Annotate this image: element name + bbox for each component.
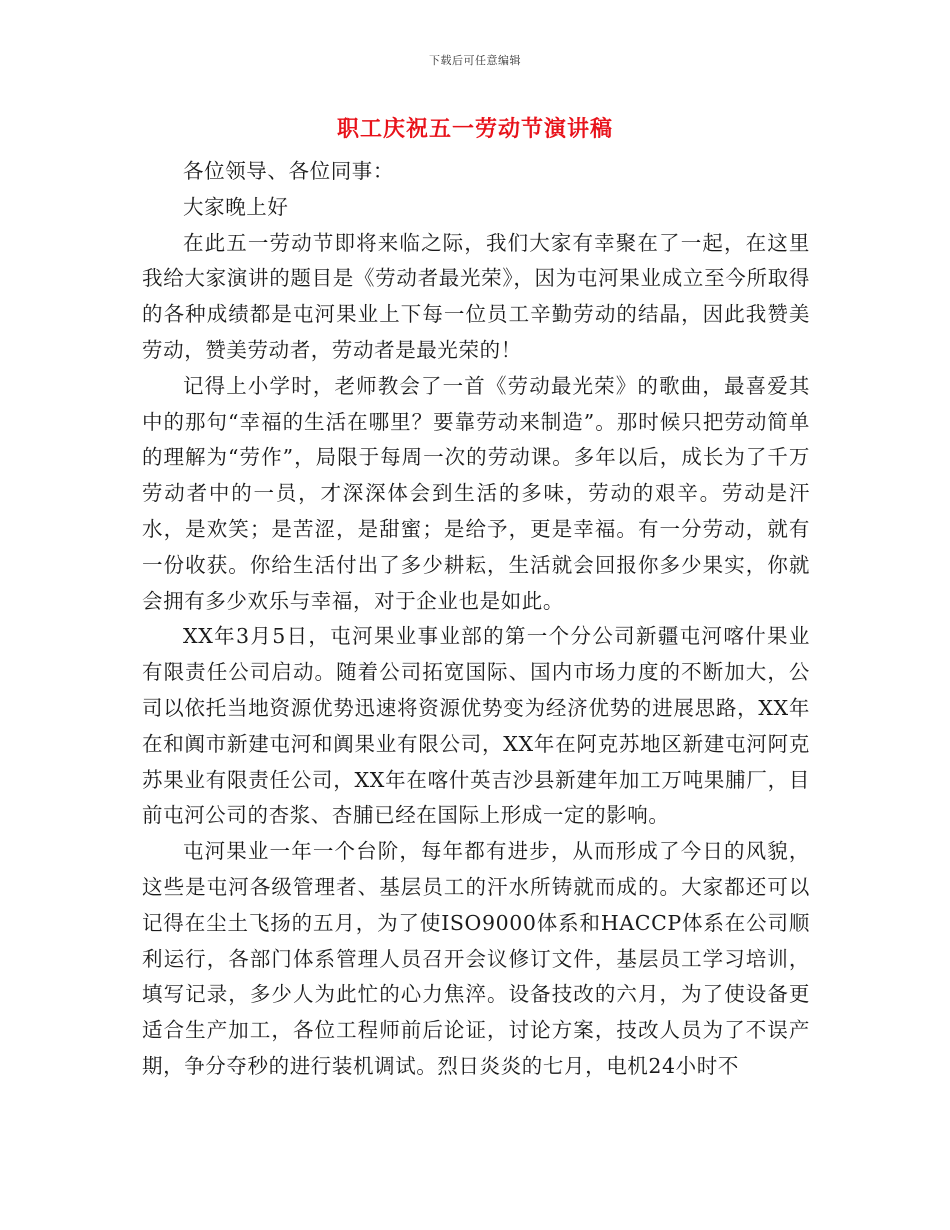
document-title: 职工庆祝五一劳动节演讲稿 [336, 116, 613, 142]
salutation-paragraph: 大家晚上好 [183, 194, 289, 219]
greeting-paragraph: 各位领导、各位同事： [183, 159, 394, 183]
body-paragraph: XX年3月5日，屯河果业事业部的第一个分公司新疆屯河喀什果业有限责任公司启动。随着公司拓宽国际、国内市场力度的不断加大，公司以依托当地资源优势迅速将资源优势变为经济优势的进展思路，XX年在和阗市新建屯河和阗果业有限公司，XX年在阿克苏地区新建屯河阿克苏果业有限责任公司，XX年在喀什英吉沙县新建年加工万吨果脯厂，目前屯河公司的杏浆、杏脯已经在国际上形成一定的影响。 [142, 624, 810, 828]
document-body [142, 154, 810, 1085]
page-header-note: 下载后可任意编辑 [429, 54, 521, 67]
body-paragraph: 在此五一劳动节即将来临之际，我们大家有幸聚在了一起，在这里我给大家演讲的题目是《劳动者最光荣》，因为屯河果业成立至今所取得的各种成绩都是屯河果业上下每一位员工辛勤劳动的结晶，因此我赞美劳动，赞美劳动者，劳动者是最光荣的！ [142, 230, 810, 362]
body-paragraph: 记得上小学时，老师教会了一首《劳动最光荣》的歌曲，最喜爱其中的那句“幸福的生活在哪里？要靠劳动来制造”。那时候只把劳动简单的理解为“劳作”，局限于每周一次的劳动课。多年以后，成长为了千万劳动者中的一员，才深深体会到生活的多味，劳动的艰辛。劳动是汗水，是欢笑；是苦涩，是甜蜜；是给予，更是幸福。有一分劳动，就有一份收获。你给生活付出了多少耕耘，生活就会回报你多少果实，你就会拥有多少欢乐与幸福，对于企业也是如此。 [142, 373, 810, 613]
body-paragraph: 屯河果业一年一个台阶，每年都有进步，从而形成了今日的风貌，这些是屯河各级管理者、基层员工的汗水所铸就而成的。大家都还可以记得在尘土飞扬的五月，为了使ISO9000体系和HACCP体系在公司顺利运行，各部门体系管理人员召开会议修订文件，基层员工学习培训，填写记录，多少人为此忙的心力焦淬。设备技改的六月，为了使设备更适合生产加工，各位工程师前后论证，讨论方案，技改人员为了不误产期，争分夺秒的进行装机调试。烈日炎炎的七月，电机24小时不 [142, 839, 810, 1078]
